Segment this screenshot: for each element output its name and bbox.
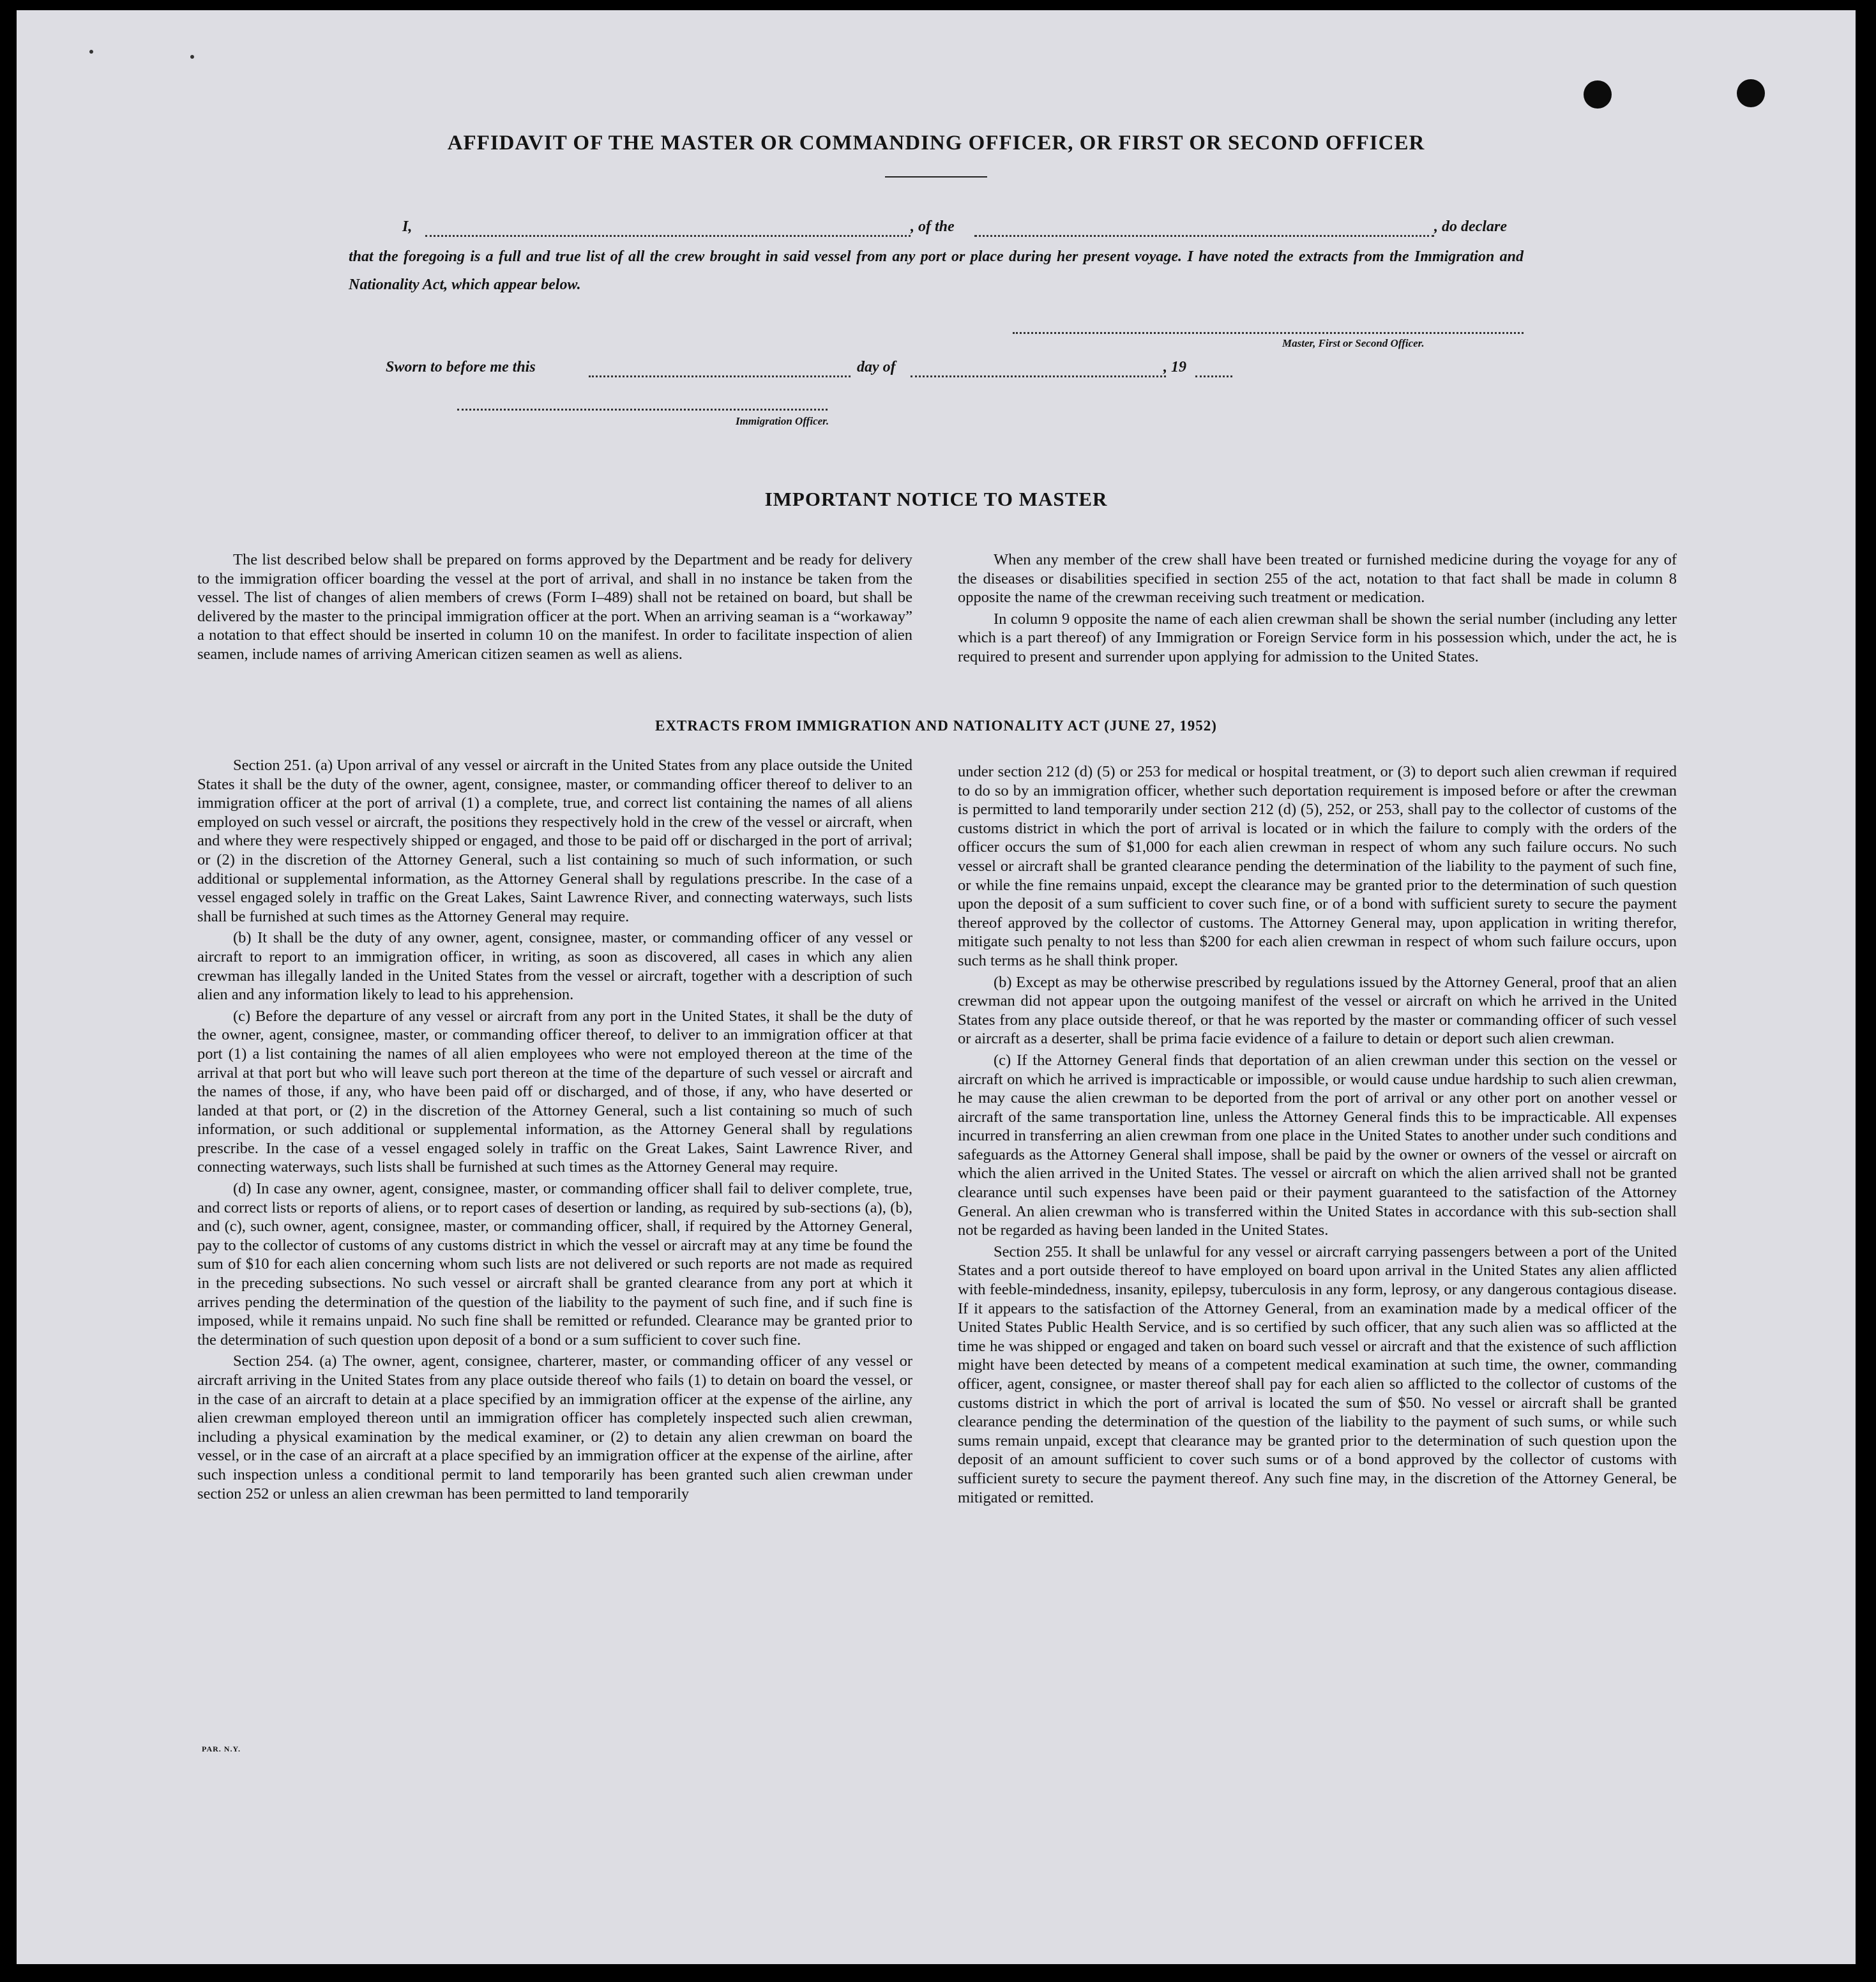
affidavit-title: AFFIDAVIT OF THE MASTER OR COMMANDING OFFICER, OR FIRST OR SECOND OFFICER — [447, 132, 1425, 155]
notice-right-column — [958, 550, 1677, 669]
i-label: I, — [402, 218, 412, 235]
section-254c: (c) If the Attorney General finds that deportation of an alien crewman under this section on the vessel or aircraft on which he arrived is impracticable or impossible, or would cause undue hardship to such alien crewman, he may cause the alien crewman to be deported from the port of arrival or any other port on another vessel or aircraft of the same transportation line, unless the Attorney General finds this to be impracticable. All expenses incurred in transferring an alien crewman from one place in the United States to another under such conditions and safeguards as the Attorney General shall impose, shall be paid by the owner or owners of the vessel or aircraft on which the alien arrived in the United States. The vessel or aircraft on which the alien arrived shall not be granted clearance until such expenses have been paid or their payment guaranteed to the satisfaction of the Attorney General. An alien crewman who is transferred within the United States in accordance with this sub-section shall not be regarded as having been landed in the United States. — [958, 1051, 1677, 1239]
of-the-label: , of the — [911, 218, 955, 235]
section-254b: (b) Except as may be otherwise prescribed by regulations issued by the Attorney General, proof that an alien crewman did not appear upon the outgoing manifest of the vessel or aircraft on which he arrived in the United States from any place outside thereof, or that he was reported by the master or commanding officer of such vessel or aircraft as a deserter, shall be prima facie evidence of a failure to detain or deport such alien crewman. — [958, 973, 1677, 1048]
notice-paragraph: When any member of the crew shall have been treated or furnished medicine during the voyage for any of the diseases or disabilities specified in section 255 of the act, notation to that fact shall be made in column 8 opposite the name of the crewman receiving such treatment or medication. — [958, 551, 1677, 607]
do-declare-label: , do declare — [1434, 218, 1507, 235]
sworn-day-field-line[interactable] — [589, 375, 851, 377]
section-254a-continued: under section 212 (d) (5) or 253 for medical or hospital treatment, or (3) to deport such alien crewman if required to do so by an immigration officer, whether such deportation requirement is imposed before or after the crewman is permitted to land temporarily under section 212 (d) (5), 252, or 253, shall pay to the collector of customs of the customs district in which the port of arrival is located or in which the failure to comply with the orders of the officer occurs the sum of $1,000 for each alien crewman in respect of whom any such failure occurs. No such vessel or aircraft shall be granted clearance pending the determination of the liability to the payment of such fine, or while the fine remains unpaid, except the clearance may be granted prior to the determination of such question upon the deposit of a sum sufficient to cover such fine, or of a bond with sufficient surety to secure the payment thereof approved by the collector of customs. The Attorney General may, upon application in writing therefor, mitigate such penalty to not less than $200 for each alien crewman in respect of whom such failure occurs, upon such terms as he shall think proper. — [958, 763, 1677, 969]
declaration-text: that the foregoing is a full and true list of all the crew brought in said vessel from any port or place during her present voyage. I have noted the extracts from the Immigration and Nationality Act, which appear below. — [349, 248, 1524, 293]
extracts-title: EXTRACTS FROM IMMIGRATION AND NATIONALITY ACT (JUNE 27, 1952) — [655, 718, 1217, 734]
name-field-line[interactable] — [425, 235, 911, 237]
master-signature-caption: Master, First or Second Officer. — [1282, 337, 1425, 349]
punch-hole-right — [1737, 79, 1765, 107]
sworn-label: Sworn to before me this — [386, 359, 536, 375]
sworn-year-field-line[interactable] — [1195, 375, 1232, 377]
section-251b: (b) It shall be the duty of any owner, agent, consignee, master, or commanding officer of any vessel or aircraft to report to an immigration officer, in writing, as soon as discovered, all cases in which any alien crewman has illegally landed in the United States from the vessel or aircraft, together with a description of such alien and any information likely to lead to his apprehension. — [197, 929, 912, 1004]
year-label: , 19 — [1163, 359, 1186, 375]
document-page — [17, 10, 1856, 1964]
act-left-column — [197, 756, 912, 1506]
notice-paragraph: In column 9 opposite the name of each alien crewman shall be shown the serial number (including any letter which is a part thereof) of any Immigration or Foreign Service form in his possession which, under the act, he is required to present and surrender upon applying for admission to the United States. — [958, 610, 1677, 665]
section-251d: (d) In case any owner, agent, consignee, master, or commanding officer shall fail to deliver complete, true, and correct lists or reports of aliens, or to report cases of desertion or landing, as required by sub-sections (a), (b), and (c), such owner, agent, consignee, master, or commanding officer, shall, if required by the Attorney General, pay to the collector of customs of any customs district in which the vessel or aircraft may at any time be found the sum of $10 for each alien concerning whom such lists are not delivered or such reports are not made as required in the preceding subsections. No such vessel or aircraft shall be granted clearance from any port at which it arrives pending the determination of the question of the liability to the payment of such fine, and if such fine is imposed, while it remains unpaid. No such fine shall be remitted or refunded. Clearance may be granted prior to the determination of such question upon deposit of a bond or a sum sufficient to cover such fine. — [197, 1180, 912, 1349]
vessel-field-line[interactable] — [974, 235, 1434, 237]
day-of-label: day of — [857, 359, 896, 375]
notice-paragraph: The list described below shall be prepared on forms approved by the Department and be ready for delivery to the immigration officer boarding the vessel at the port of arrival, and shall in no instance be taken from the vessel. The list of changes of alien members of crews (Form I–489) shall not be retained on board, but shall be delivered by the master to the principal immigration officer at the port. When an arriving seaman is a “workaway” a notation to that effect should be inserted in column 10 on the manifest. In order to facilitate inspection of alien seamen, include names of arriving American citizen seamen as well as aliens. — [197, 551, 912, 663]
master-signature-line[interactable] — [1013, 332, 1524, 334]
notice-title: IMPORTANT NOTICE TO MASTER — [764, 488, 1108, 510]
title-rule — [885, 176, 987, 178]
printer-mark: PAR. N.Y. — [202, 1744, 241, 1753]
sworn-month-field-line[interactable] — [911, 375, 1166, 377]
section-254a: Section 254. (a) The owner, agent, consignee, charterer, master, or commanding officer of any vessel or aircraft arriving in the United States from any place outside thereof who fails (1) to detain on board the vessel, or in the case of an aircraft to detain at a place specified by an immigration officer at the expense of the airline, any alien crewman employed thereon until an immigration officer has completely inspected such alien crewman, including a physical examination by the medical examiner, or (2) to detain any alien crewman on board the vessel, or in the case of an aircraft at a place specified by an immigration officer at the expense of the airline, after such inspection unless a conditional permit to land temporarily has been granted such alien crewman under section 252 or unless an alien crewman has been permitted to land temporarily — [197, 1352, 912, 1502]
section-255: Section 255. It shall be unlawful for any vessel or aircraft carrying passengers between a port of the United States and a port outside thereof to have employed on board upon arrival in the United States any alien afflicted with feeble-mindedness, insanity, epilepsy, tuberculosis in any form, leprosy, or any dangerous contagious disease. If it appears to the satisfaction of the Attorney General, from an examination made by a medical officer of the United States Public Health Service, and is so certified by such officer, that any such alien was so afflicted at the time he was shipped or engaged and taken on board such vessel or aircraft and that the existence of such affliction might have been detected by means of a competent medical examination at such time, the owner, commanding officer, agent, consignee, or master thereof shall pay for each alien so afflicted to the collector of customs of the customs district in which the port of arrival is located the sum of $50. No vessel or aircraft shall be granted clearance pending the determination of the question of the liability to the payment of such sums, or while such sums remain unpaid, except that clearance may be granted prior to the determination of such question upon the deposit of an amount sufficient to cover such sums or of a bond approved by the collector of customs with sufficient surety to secure the payment thereof. Any such fine may, in the discretion of the Attorney General, be mitigated or remitted. — [958, 1243, 1677, 1506]
speck-mark — [190, 55, 194, 59]
act-right-column — [958, 762, 1677, 1509]
notice-left-column — [197, 550, 912, 667]
punch-hole-left — [1584, 80, 1612, 109]
officer-signature-line[interactable] — [457, 409, 828, 411]
section-251a: Section 251. (a) Upon arrival of any vessel or aircraft in the United States from any place outside the United States it shall be the duty of the owner, agent, consignee, master, or commanding officer thereof to deliver to an immigration officer at the port of arrival (1) a complete, true, and correct list containing the names of all aliens employed on such vessel or aircraft, the positions they respectively hold in the crew of the vessel or aircraft, when and where they were respectively shipped or engaged, and those to be paid off or discharged in the port of arrival; or (2) in the discretion of the Attorney General, such a list containing so much of such information, or such additional or supplemental information, as the Attorney General shall by regulations prescribe. In the case of a vessel engaged solely in traffic on the Great Lakes, Saint Lawrence River, and connecting waterways, such lists shall be furnished at such times as the Attorney General may require. — [197, 757, 912, 925]
speck-mark — [89, 50, 93, 54]
section-251c: (c) Before the departure of any vessel or aircraft from any port in the United States, it shall be the duty of the owner, agent, consignee, master, or commanding officer thereof, to deliver to an immigration officer at that port (1) a list containing the names of all alien employees who were not employed thereon at the time of the arrival at that port but who will leave such port thereon at the time of the departure of such vessel or aircraft and the names of those, if any, who have been paid off or discharged, and of those, if any, who have deserted or landed at that port, or (2) in the discretion of the Attorney General, such a list containing so much of such information, or such additional or supplemental information, as the Attorney General shall by regulations prescribe. In the case of a vessel engaged solely in traffic on the Great Lakes, Saint Lawrence River, and connecting waterways, such lists shall be furnished at such times as the Attorney General may require. — [197, 1007, 912, 1176]
officer-signature-caption: Immigration Officer. — [736, 415, 829, 427]
